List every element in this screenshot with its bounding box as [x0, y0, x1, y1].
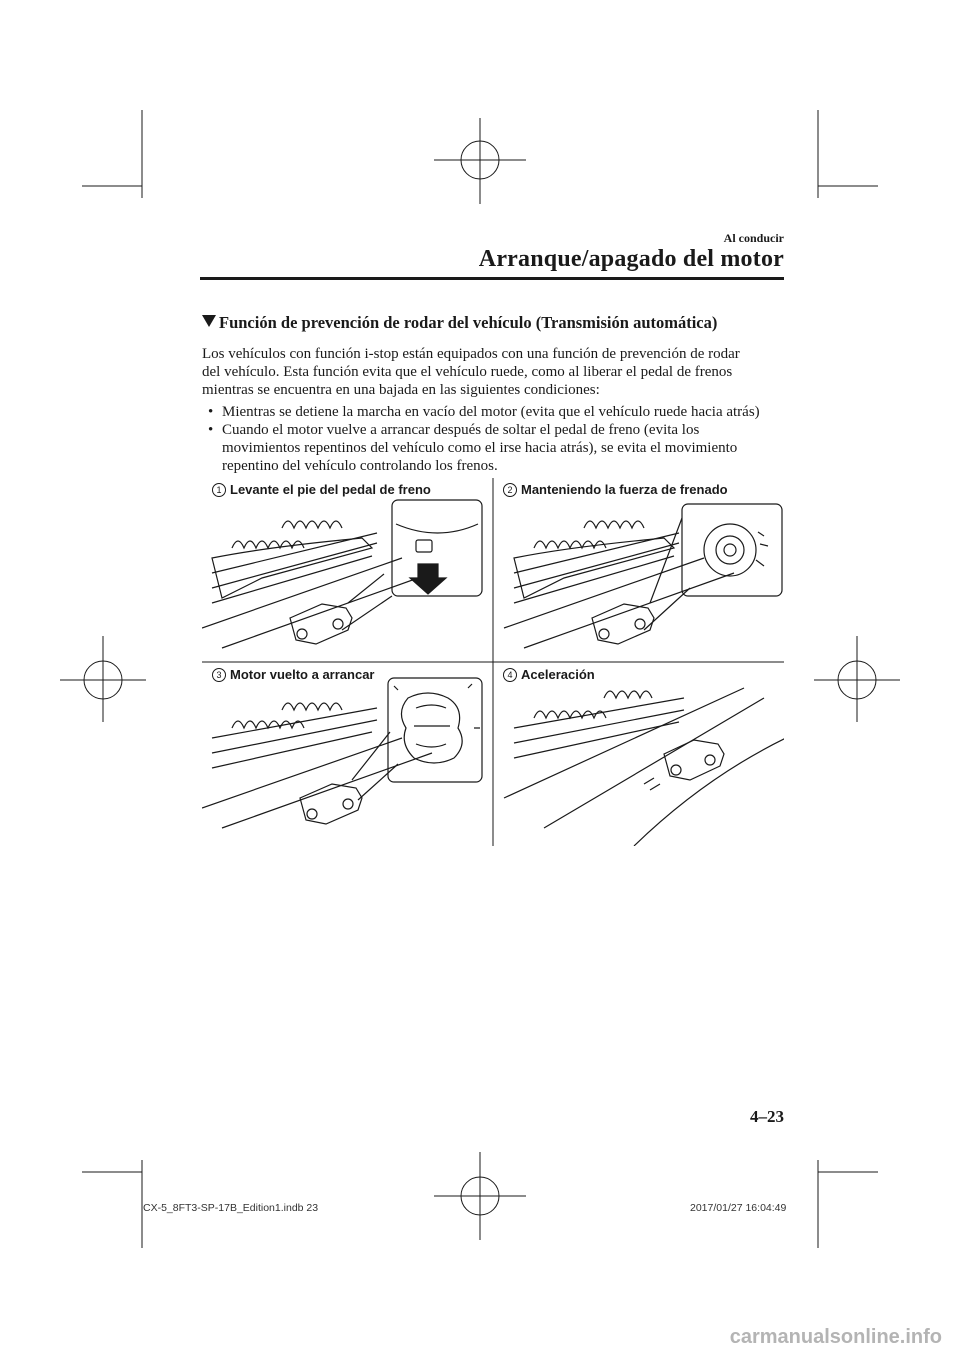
list-item [208, 421, 792, 475]
subsection-heading [202, 313, 717, 333]
step-4-caption [503, 667, 595, 682]
step-number: 4 [503, 668, 517, 682]
bullet-icon: • [208, 422, 214, 438]
footer-timestamp: 2017/01/27 16:04:49 [690, 1202, 787, 1214]
panel-3-drawing [202, 678, 482, 828]
title-rule [200, 277, 784, 280]
step-label: Manteniendo la fuerza de frenado [521, 482, 728, 497]
page-title: Arranque/apagado del motor [478, 246, 784, 272]
section-label: Al conducir [723, 231, 784, 245]
list-item-line: repentino del vehículo controlando los frenos. [222, 458, 498, 474]
list-item-line: Mientras se detiene la marcha en vacío del motor (evita que el vehículo ruede hacia atrás) [222, 404, 760, 420]
step-number: 1 [212, 483, 226, 497]
panel-1-drawing [202, 500, 482, 648]
watermark: carmanualsonline.info [729, 1326, 942, 1348]
footer-filename: CX-5_8FT3-SP-17B_Edition1.indb 23 [143, 1202, 319, 1214]
illustration-grid [202, 478, 784, 846]
step-number: 2 [503, 483, 517, 497]
list-item [208, 403, 792, 421]
step-label: Levante el pie del pedal de freno [230, 482, 431, 497]
step-label: Motor vuelto a arrancar [230, 667, 375, 682]
list-item-line: Cuando el motor vuelve a arrancar después de soltar el pedal de freno (evita los [222, 422, 700, 438]
list-item-line: movimientos repentinos del vehículo como el irse hacia atrás), se evita el movimiento [222, 440, 738, 456]
bullet-icon: • [208, 404, 214, 420]
conditions-list [202, 403, 792, 475]
step-2-caption [503, 482, 728, 497]
step-3-caption [212, 667, 375, 682]
step-number: 3 [212, 668, 226, 682]
panel-2-drawing [504, 504, 782, 648]
intro-paragraph [202, 345, 782, 399]
page-number: 4–23 [750, 1107, 784, 1126]
subsection-heading-text: Función de prevención de rodar del vehículo (Transmisión automática) [219, 313, 718, 332]
panel-4-drawing [504, 688, 784, 846]
triangle-marker-icon [202, 315, 216, 327]
intro-line: Los vehículos con función i-stop están equipados con una función de prevención de rodar [202, 346, 740, 362]
step-label: Aceleración [521, 667, 595, 682]
step-1-caption [212, 482, 431, 497]
illustration-drawings [202, 478, 784, 846]
intro-line: mientras se encuentra en una bajada en las siguientes condiciones: [202, 382, 600, 398]
intro-line: del vehículo. Esta función evita que el vehículo ruede, como al liberar el pedal de frenos [202, 364, 733, 380]
